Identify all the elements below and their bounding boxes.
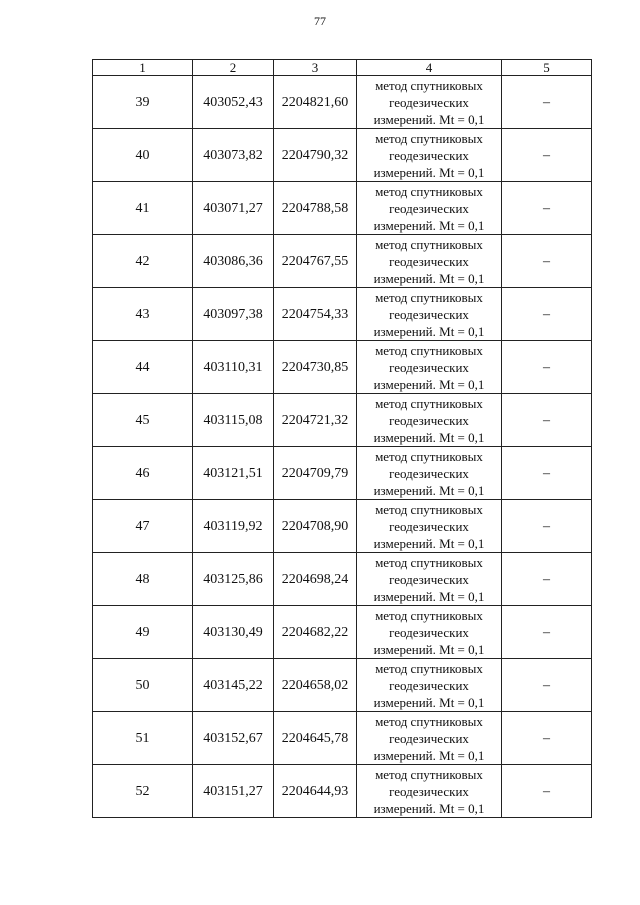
table-row: [93, 447, 592, 500]
y-coordinate-cell: 2204767,55: [274, 235, 357, 288]
method-text-line: измерений. Mt = 0,1: [373, 641, 485, 657]
table-row: [93, 235, 592, 288]
y-coordinate-cell: 2204658,02: [274, 659, 357, 712]
method-text-line: геодезических: [389, 624, 469, 640]
column-header: 5: [502, 60, 592, 76]
table-row: [93, 394, 592, 447]
method-text-line: метод спутниковых: [375, 77, 483, 93]
note-cell: –: [502, 235, 592, 288]
y-coordinate-cell: 2204730,85: [274, 341, 357, 394]
method-text-line: измерений. Mt = 0,1: [373, 747, 485, 763]
method-cell: [357, 659, 502, 712]
method-text-line: измерений. Mt = 0,1: [373, 588, 485, 604]
method-text-line: измерений. Mt = 0,1: [373, 111, 485, 127]
method-text-line: геодезических: [389, 465, 469, 481]
note-cell: –: [502, 288, 592, 341]
point-number-cell: 46: [93, 447, 193, 500]
y-coordinate-cell: 2204721,32: [274, 394, 357, 447]
table-body: [93, 60, 592, 818]
method-text-line: измерений. Mt = 0,1: [373, 270, 485, 286]
coordinates-table: [92, 59, 592, 818]
column-header: 3: [274, 60, 357, 76]
y-coordinate-cell: 2204754,33: [274, 288, 357, 341]
x-coordinate-cell: 403145,22: [193, 659, 274, 712]
method-text-line: геодезических: [389, 147, 469, 163]
y-coordinate-cell: 2204708,90: [274, 500, 357, 553]
y-coordinate-cell: 2204644,93: [274, 765, 357, 818]
method-text-line: метод спутниковых: [375, 236, 483, 252]
page-number: 77: [314, 14, 326, 28]
note-cell: –: [502, 76, 592, 129]
note-cell: –: [502, 129, 592, 182]
table-row: [93, 129, 592, 182]
method-cell: [357, 394, 502, 447]
x-coordinate-cell: 403071,27: [193, 182, 274, 235]
method-cell: [357, 341, 502, 394]
method-text-line: геодезических: [389, 518, 469, 534]
point-number-cell: 44: [93, 341, 193, 394]
table-row: [93, 341, 592, 394]
method-cell: [357, 447, 502, 500]
method-text-line: измерений. Mt = 0,1: [373, 323, 485, 339]
x-coordinate-cell: 403125,86: [193, 553, 274, 606]
column-header: 2: [193, 60, 274, 76]
method-cell: [357, 765, 502, 818]
method-text-line: измерений. Mt = 0,1: [373, 482, 485, 498]
x-coordinate-cell: 403073,82: [193, 129, 274, 182]
method-text-line: метод спутниковых: [375, 554, 483, 570]
column-header: 4: [357, 60, 502, 76]
method-cell: [357, 553, 502, 606]
point-number-cell: 51: [93, 712, 193, 765]
note-cell: –: [502, 182, 592, 235]
method-text-line: метод спутниковых: [375, 183, 483, 199]
x-coordinate-cell: 403086,36: [193, 235, 274, 288]
method-text-line: метод спутниковых: [375, 501, 483, 517]
method-text-line: геодезических: [389, 359, 469, 375]
point-number-cell: 52: [93, 765, 193, 818]
method-text-line: метод спутниковых: [375, 448, 483, 464]
method-cell: [357, 76, 502, 129]
note-cell: –: [502, 765, 592, 818]
x-coordinate-cell: 403097,38: [193, 288, 274, 341]
table-row: [93, 659, 592, 712]
method-text-line: метод спутниковых: [375, 130, 483, 146]
method-text-line: геодезических: [389, 677, 469, 693]
table-row: [93, 288, 592, 341]
method-text-line: измерений. Mt = 0,1: [373, 535, 485, 551]
point-number-cell: 50: [93, 659, 193, 712]
method-cell: [357, 288, 502, 341]
x-coordinate-cell: 403119,92: [193, 500, 274, 553]
method-text-line: метод спутниковых: [375, 289, 483, 305]
method-text-line: метод спутниковых: [375, 713, 483, 729]
method-text-line: измерений. Mt = 0,1: [373, 217, 485, 233]
method-text-line: измерений. Mt = 0,1: [373, 800, 485, 816]
x-coordinate-cell: 403110,31: [193, 341, 274, 394]
method-cell: [357, 712, 502, 765]
point-number-cell: 40: [93, 129, 193, 182]
method-text-line: измерений. Mt = 0,1: [373, 164, 485, 180]
method-cell: [357, 606, 502, 659]
note-cell: –: [502, 712, 592, 765]
x-coordinate-cell: 403052,43: [193, 76, 274, 129]
y-coordinate-cell: 2204698,24: [274, 553, 357, 606]
table-row: [93, 553, 592, 606]
point-number-cell: 42: [93, 235, 193, 288]
method-text-line: метод спутниковых: [375, 660, 483, 676]
y-coordinate-cell: 2204790,32: [274, 129, 357, 182]
y-coordinate-cell: 2204645,78: [274, 712, 357, 765]
point-number-cell: 45: [93, 394, 193, 447]
method-text-line: метод спутниковых: [375, 342, 483, 358]
note-cell: –: [502, 659, 592, 712]
column-header: 1: [93, 60, 193, 76]
table-row: [93, 765, 592, 818]
y-coordinate-cell: 2204821,60: [274, 76, 357, 129]
x-coordinate-cell: 403121,51: [193, 447, 274, 500]
method-text-line: геодезических: [389, 200, 469, 216]
note-cell: –: [502, 553, 592, 606]
method-cell: [357, 129, 502, 182]
x-coordinate-cell: 403151,27: [193, 765, 274, 818]
y-coordinate-cell: 2204788,58: [274, 182, 357, 235]
method-text-line: геодезических: [389, 571, 469, 587]
method-text-line: измерений. Mt = 0,1: [373, 694, 485, 710]
x-coordinate-cell: 403152,67: [193, 712, 274, 765]
method-cell: [357, 500, 502, 553]
table-row: [93, 606, 592, 659]
point-number-cell: 43: [93, 288, 193, 341]
table-row: [93, 712, 592, 765]
y-coordinate-cell: 2204682,22: [274, 606, 357, 659]
point-number-cell: 39: [93, 76, 193, 129]
method-cell: [357, 182, 502, 235]
method-text-line: геодезических: [389, 783, 469, 799]
x-coordinate-cell: 403130,49: [193, 606, 274, 659]
x-coordinate-cell: 403115,08: [193, 394, 274, 447]
method-text-line: геодезических: [389, 94, 469, 110]
point-number-cell: 48: [93, 553, 193, 606]
method-text-line: измерений. Mt = 0,1: [373, 429, 485, 445]
method-text-line: геодезических: [389, 306, 469, 322]
note-cell: –: [502, 394, 592, 447]
point-number-cell: 47: [93, 500, 193, 553]
point-number-cell: 41: [93, 182, 193, 235]
method-text-line: метод спутниковых: [375, 766, 483, 782]
table-header-row: [93, 60, 592, 76]
y-coordinate-cell: 2204709,79: [274, 447, 357, 500]
note-cell: –: [502, 500, 592, 553]
method-text-line: геодезических: [389, 253, 469, 269]
table-row: [93, 500, 592, 553]
note-cell: –: [502, 341, 592, 394]
method-text-line: измерений. Mt = 0,1: [373, 376, 485, 392]
method-text-line: геодезических: [389, 730, 469, 746]
point-number-cell: 49: [93, 606, 193, 659]
note-cell: –: [502, 447, 592, 500]
method-text-line: метод спутниковых: [375, 395, 483, 411]
method-cell: [357, 235, 502, 288]
table-row: [93, 182, 592, 235]
method-text-line: геодезических: [389, 412, 469, 428]
method-text-line: метод спутниковых: [375, 607, 483, 623]
table-row: [93, 76, 592, 129]
note-cell: –: [502, 606, 592, 659]
